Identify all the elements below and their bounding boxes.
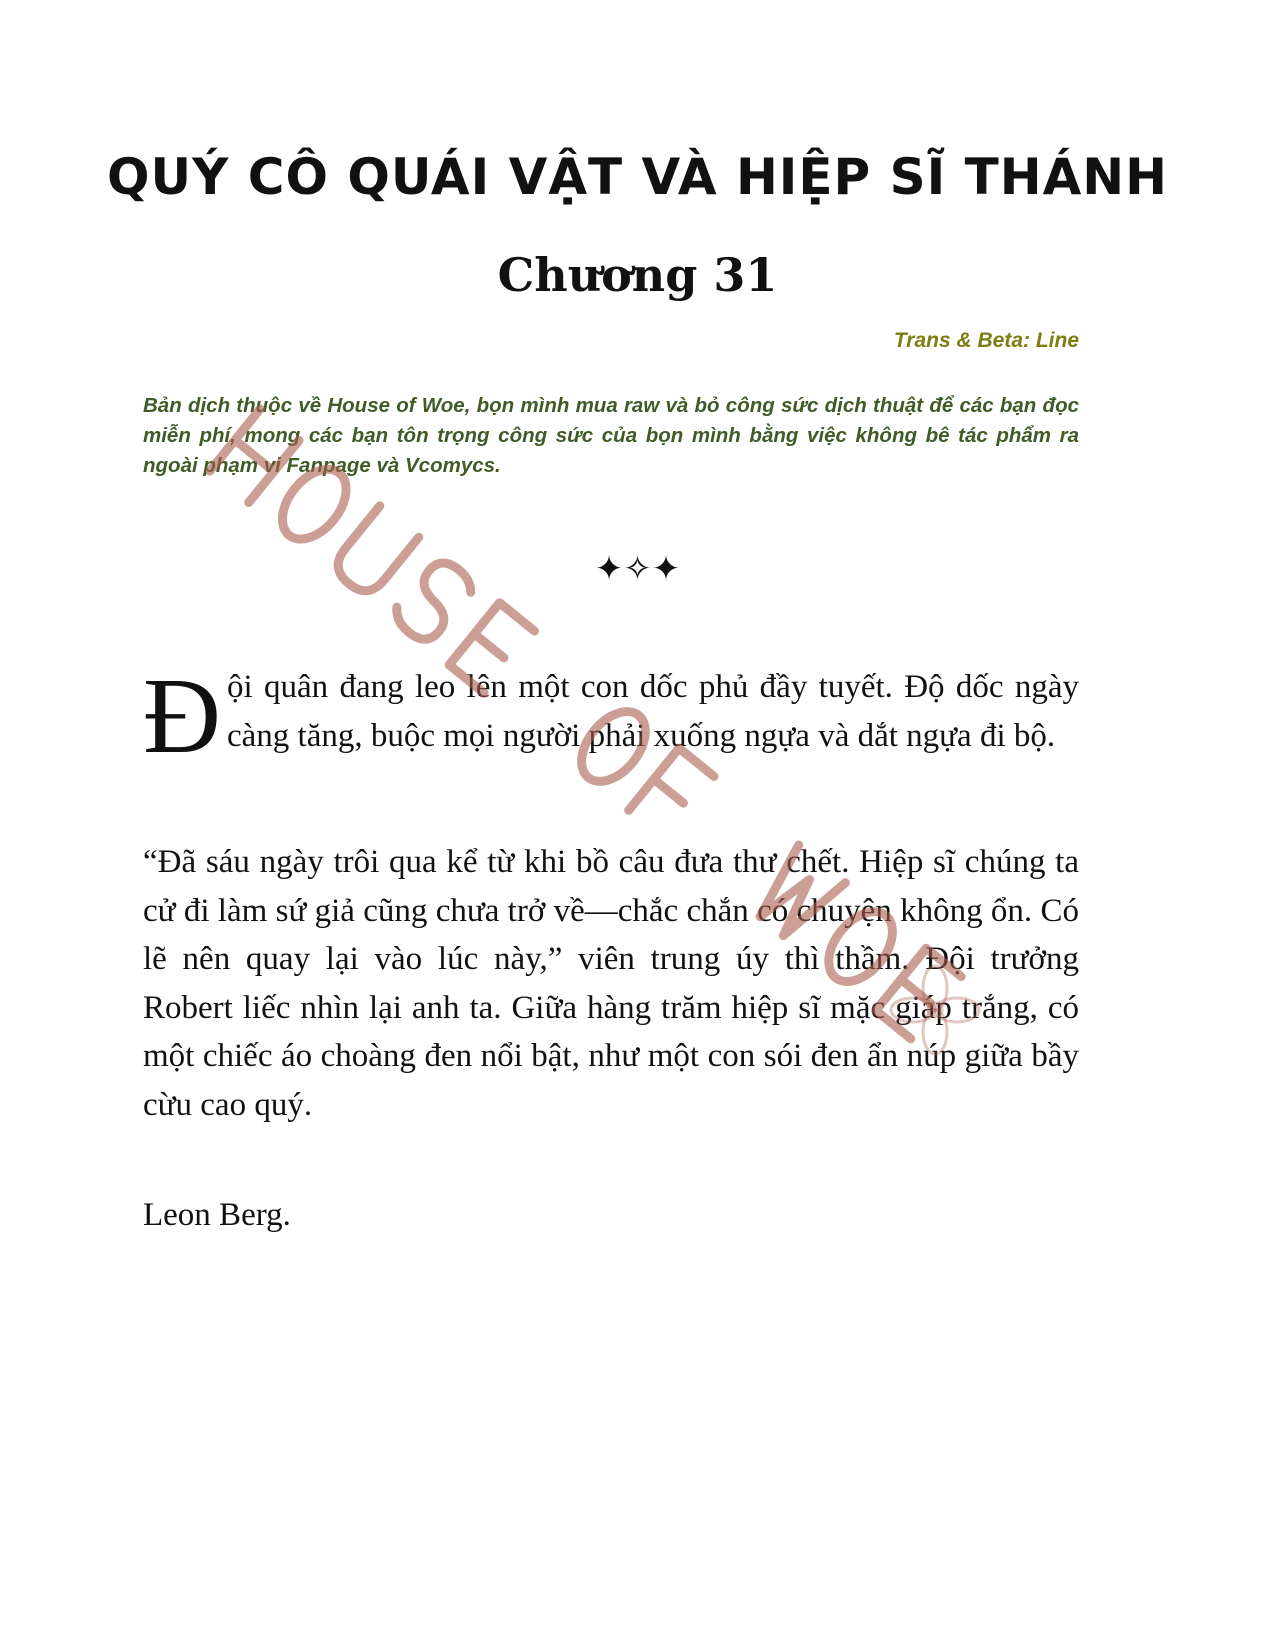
paragraph-2: “Đã sáu ngày trôi qua kể từ khi bồ câu đưa thư chết. Hiệp sĩ chúng ta cử đi làm sứ giả cũng chưa trở về—chắc chắn có chuyện không ổn. Có lẽ nên quay lại vào lúc này,” viên trung úy thì thầm. Đội trưởng Robert liếc nhìn lại anh ta. Giữa hàng trăm hiệp sĩ mặc giáp trắng, có một chiếc áo choàng đen nổi bật, như một con sói đen ẩn núp giữa bầy cừu cao quý. — [143, 844, 1079, 1123]
chapter-heading: Chương 31 — [497, 248, 778, 302]
drop-cap: Đ — [143, 657, 221, 776]
star-divider-icon: ✦✧✦ — [594, 549, 681, 589]
document-title: QUÝ CÔ QUÁI VẬT VÀ HIỆP SĨ THÁNH — [107, 148, 1168, 206]
copyright-notice: Bản dịch thuộc về House of Woe, bọn mình mua raw và bỏ công sức dịch thuật để các bạn đọc miễn phí, mong các bạn tôn trọng công sức của bọn mình bằng việc không bê tác phẩm ra ngoài phạm vi Fanpage và Vcomycs. — [143, 394, 1079, 477]
paragraph-1-text: ội quân đang leo lên một con dốc phủ đầy tuyết. Độ dốc ngày càng tăng, buộc mọi người phải xuống ngựa và dắt ngựa đi bộ. — [227, 669, 1079, 754]
paragraph-1 — [143, 657, 1079, 776]
translator-credit: Trans & Beta: Line — [893, 329, 1079, 352]
paragraph-3: Leon Berg. — [143, 1197, 291, 1233]
